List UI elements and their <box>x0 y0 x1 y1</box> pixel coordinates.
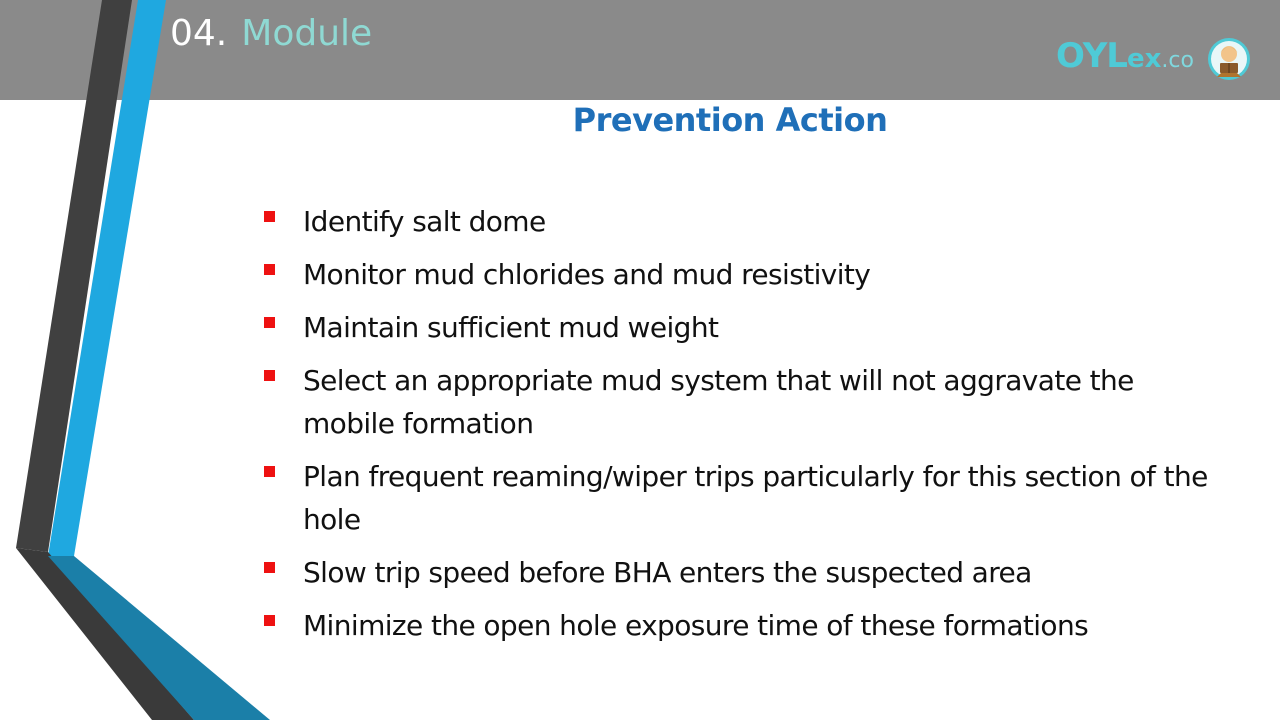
reader-avatar-icon <box>1207 37 1251 81</box>
logo-mark-lex: ex <box>1126 44 1162 74</box>
bullet-text: Select an appropriate mud system that will not aggravate the mobile formation <box>303 364 1134 440</box>
bullet-square-icon <box>264 370 275 381</box>
bullet-item <box>262 253 1222 296</box>
stripe-dark-lower <box>16 548 194 720</box>
bullet-square-icon <box>264 211 275 222</box>
bullet-text: Maintain sufficient mud weight <box>303 311 719 344</box>
bullet-square-icon <box>264 264 275 275</box>
slide-title: Prevention Action <box>572 101 888 139</box>
module-number: 04. <box>170 13 228 54</box>
bullet-text: Slow trip speed before BHA enters the suspected area <box>303 556 1032 589</box>
bullet-item <box>262 306 1222 349</box>
module-heading <box>170 12 372 56</box>
oylex-logo <box>1056 32 1251 80</box>
bullet-item <box>262 604 1222 647</box>
decorative-stripes <box>0 0 300 720</box>
bullet-item <box>262 455 1222 541</box>
bullet-text: Monitor mud chlorides and mud resistivity <box>303 258 871 291</box>
logo-mark-suffix: .co <box>1161 48 1194 73</box>
bullet-item <box>262 551 1222 594</box>
logo-mark-main: OYL <box>1056 36 1127 76</box>
module-name: Module <box>241 13 373 54</box>
bullet-item <box>262 359 1222 445</box>
logo-wordmark <box>1056 32 1194 85</box>
bullet-list <box>262 200 1222 657</box>
bullet-square-icon <box>264 466 275 477</box>
bullet-item <box>262 200 1222 243</box>
bullet-text: Plan frequent reaming/wiper trips particularly for this section of the hole <box>303 460 1208 536</box>
bullet-text: Identify salt dome <box>303 205 546 238</box>
bullet-text: Minimize the open hole exposure time of these formations <box>303 609 1089 642</box>
bullet-square-icon <box>264 615 275 626</box>
bullet-square-icon <box>264 562 275 573</box>
bullet-square-icon <box>264 317 275 328</box>
